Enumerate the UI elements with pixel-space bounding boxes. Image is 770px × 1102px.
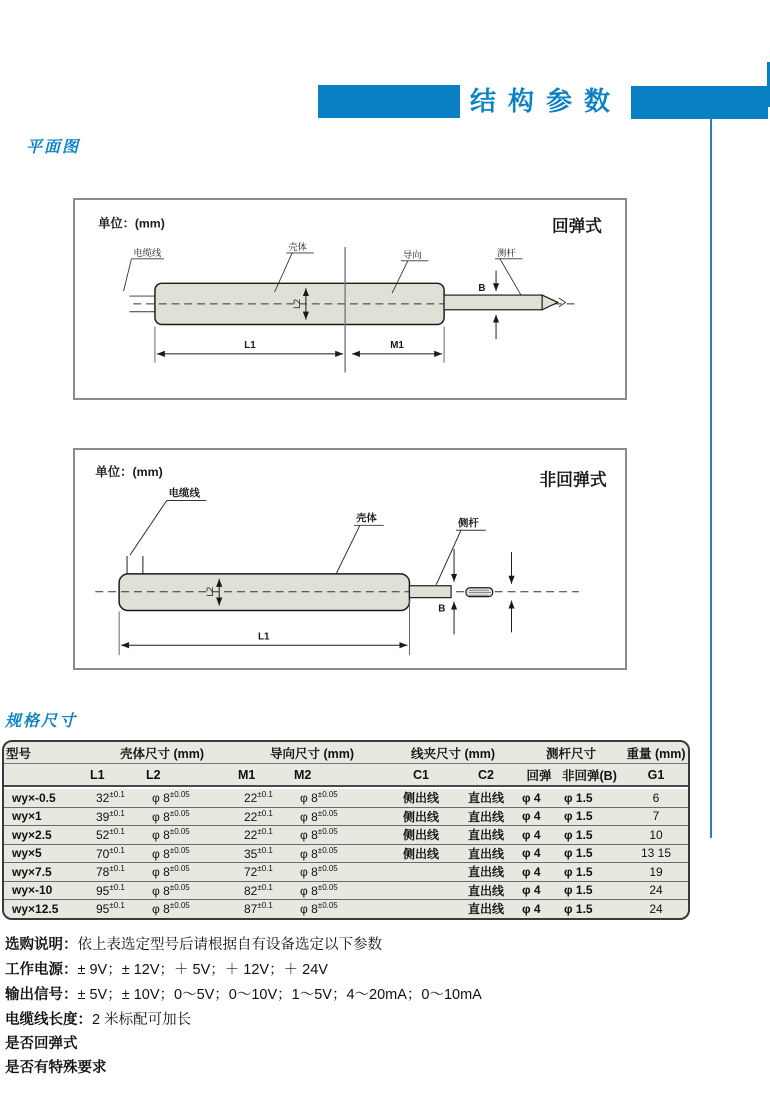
subcol-c2: C2 bbox=[454, 764, 518, 787]
unit-label: 单位：(mm) bbox=[95, 464, 163, 479]
note-cable-length-label: 电缆线长度： bbox=[5, 1012, 92, 1028]
subcol-non-rebound: 非回弹(B) bbox=[560, 764, 624, 787]
housing-label: 壳体 bbox=[288, 241, 307, 252]
section-label-plan-view: 平面图 bbox=[26, 139, 81, 156]
type-label: 非回弹式 bbox=[539, 470, 607, 490]
note-output-text: ± 5V；± 10V；0～5V；0～10V；1～5V；4～20mA；0～10mA bbox=[77, 987, 482, 1003]
table-row: wy×-0.5 $32^{\pm 0.1}$ φ $8^{\pm 0.05}$ $22^{\pm 0.1}$ φ $8^{\pm 0.05}$ 侧出线 直出线 φ 4 φ 1.5 6 bbox=[4, 787, 688, 808]
spec-table bbox=[2, 740, 690, 920]
table-row: wy×-10 $95^{\pm 0.1}$ φ $8^{\pm 0.05}$ $82^{\pm 0.1}$ φ $8^{\pm 0.05}$ 直出线 φ 4 φ 1.5 24 bbox=[4, 882, 688, 901]
col-clip-size: 线夹尺寸 (mm) bbox=[388, 742, 518, 764]
note-ordering-label: 选购说明： bbox=[5, 937, 78, 953]
dim-l1-label: L1 bbox=[244, 340, 256, 352]
housing-label: 壳体 bbox=[355, 513, 377, 525]
diagram-non-rebound bbox=[75, 450, 625, 668]
table-group-header-row bbox=[4, 742, 688, 764]
table-row: wy×2.5 $52^{\pm 0.1}$ φ $8^{\pm 0.05}$ $22^{\pm 0.1}$ φ $8^{\pm 0.05}$ 侧出线 直出线 φ 4 φ 1.5 10 bbox=[4, 826, 688, 845]
diagram-rebound bbox=[75, 200, 625, 398]
col-weight: 重量 (mm) bbox=[624, 742, 688, 764]
rod-leader-line bbox=[495, 259, 522, 296]
table-row: wy×7.5 $78^{\pm 0.1}$ φ $8^{\pm 0.05}$ $72^{\pm 0.1}$ φ $8^{\pm 0.05}$ 直出线 φ 4 φ 1.5 19 bbox=[4, 863, 688, 882]
note-rebound-option bbox=[5, 1032, 78, 1053]
subcol-c1: C1 bbox=[388, 764, 454, 787]
rod-leader-line bbox=[436, 530, 486, 585]
cable-wires bbox=[127, 556, 143, 574]
rod-label: 测杆 bbox=[497, 247, 516, 258]
cable-label: 电缆线 bbox=[133, 247, 162, 258]
table-row: wy×12.5 $95^{\pm 0.1}$ φ $8^{\pm 0.05}$ $87^{\pm 0.1}$ φ $8^{\pm 0.05}$ 直出线 φ 4 φ 1.5 24 bbox=[12, 901, 663, 917]
dim-l2-label: L2 bbox=[205, 586, 216, 597]
section-label-spec: 规格尺寸 bbox=[5, 713, 78, 730]
guide-label: 导向 bbox=[402, 249, 422, 260]
note-power-text: ± 9V；± 12V；＋ 5V；＋ 12V；＋ 24V bbox=[77, 962, 328, 978]
dim-m1-label: M1 bbox=[390, 340, 404, 352]
subcol-l1: L1 bbox=[88, 764, 144, 787]
rod-shape bbox=[444, 295, 542, 310]
note-cable-length-text: 2 米标配可加长 bbox=[92, 1012, 192, 1028]
col-model: 型号 bbox=[4, 742, 88, 764]
col-housing-size: 壳体尺寸 (mm) bbox=[88, 742, 236, 764]
vertical-rule bbox=[710, 119, 712, 838]
rod-shape bbox=[409, 586, 451, 598]
subcol-blank bbox=[4, 764, 88, 787]
subcol-rebound: 回弹 bbox=[518, 764, 560, 787]
subcol-m2: M2 bbox=[292, 764, 388, 787]
note-special-requirements-label: 是否有特殊要求 bbox=[5, 1060, 107, 1076]
cable-label: 电缆线 bbox=[168, 488, 200, 500]
note-ordering-text: 依上表选定型号后请根据自有设备选定以下参数 bbox=[77, 937, 382, 953]
dim-l2-label: L2 bbox=[292, 298, 303, 309]
diagram-rebound-box bbox=[73, 198, 627, 400]
dim-b-label: B bbox=[478, 283, 486, 295]
subcol-g1: G1 bbox=[624, 764, 688, 787]
unit-label: 单位：(mm) bbox=[98, 216, 165, 231]
note-output bbox=[5, 983, 482, 1004]
table-row: wy×5 $70^{\pm 0.1}$ φ $8^{\pm 0.05}$ $35^{\pm 0.1}$ φ $8^{\pm 0.05}$ 侧出线 直出线 φ 4 φ 1.5 13 15 bbox=[4, 845, 688, 864]
subcol-m1: M1 bbox=[236, 764, 292, 787]
note-output-label: 输出信号： bbox=[5, 987, 78, 1003]
diagram-non-rebound-box bbox=[73, 448, 627, 670]
note-ordering bbox=[5, 933, 382, 954]
note-rebound-option-label: 是否回弹式 bbox=[5, 1036, 78, 1052]
table-sub-header-row bbox=[4, 764, 688, 787]
col-guide-size: 导向尺寸 (mm) bbox=[236, 742, 388, 764]
rod-tip-cone bbox=[542, 295, 558, 310]
note-power bbox=[5, 958, 328, 979]
cable-leader-line bbox=[130, 501, 206, 556]
rod-tip-mark bbox=[559, 298, 566, 307]
rod-label: 侧杆 bbox=[458, 518, 479, 530]
type-label: 回弹式 bbox=[551, 216, 602, 236]
col-rod-size: 测杆尺寸 bbox=[518, 742, 624, 764]
note-cable-length bbox=[5, 1008, 191, 1029]
header-bar-left bbox=[318, 85, 460, 118]
housing-leader-line bbox=[336, 525, 384, 574]
note-power-label: 工作电源： bbox=[5, 962, 78, 978]
page-title: 结构参数 bbox=[469, 86, 622, 116]
header-bar-right bbox=[631, 86, 768, 119]
note-special-requirements bbox=[5, 1056, 107, 1077]
dim-b-label: B bbox=[438, 603, 446, 615]
subcol-l2: L2 bbox=[144, 764, 236, 787]
dim-l1-label: L1 bbox=[258, 631, 270, 643]
spec-table-body bbox=[4, 787, 688, 918]
table-row: wy×1 $39^{\pm 0.1}$ φ $8^{\pm 0.05}$ $22^{\pm 0.1}$ φ $8^{\pm 0.05}$ 侧出线 直出线 φ 4 φ 1.5 7 bbox=[4, 808, 688, 827]
